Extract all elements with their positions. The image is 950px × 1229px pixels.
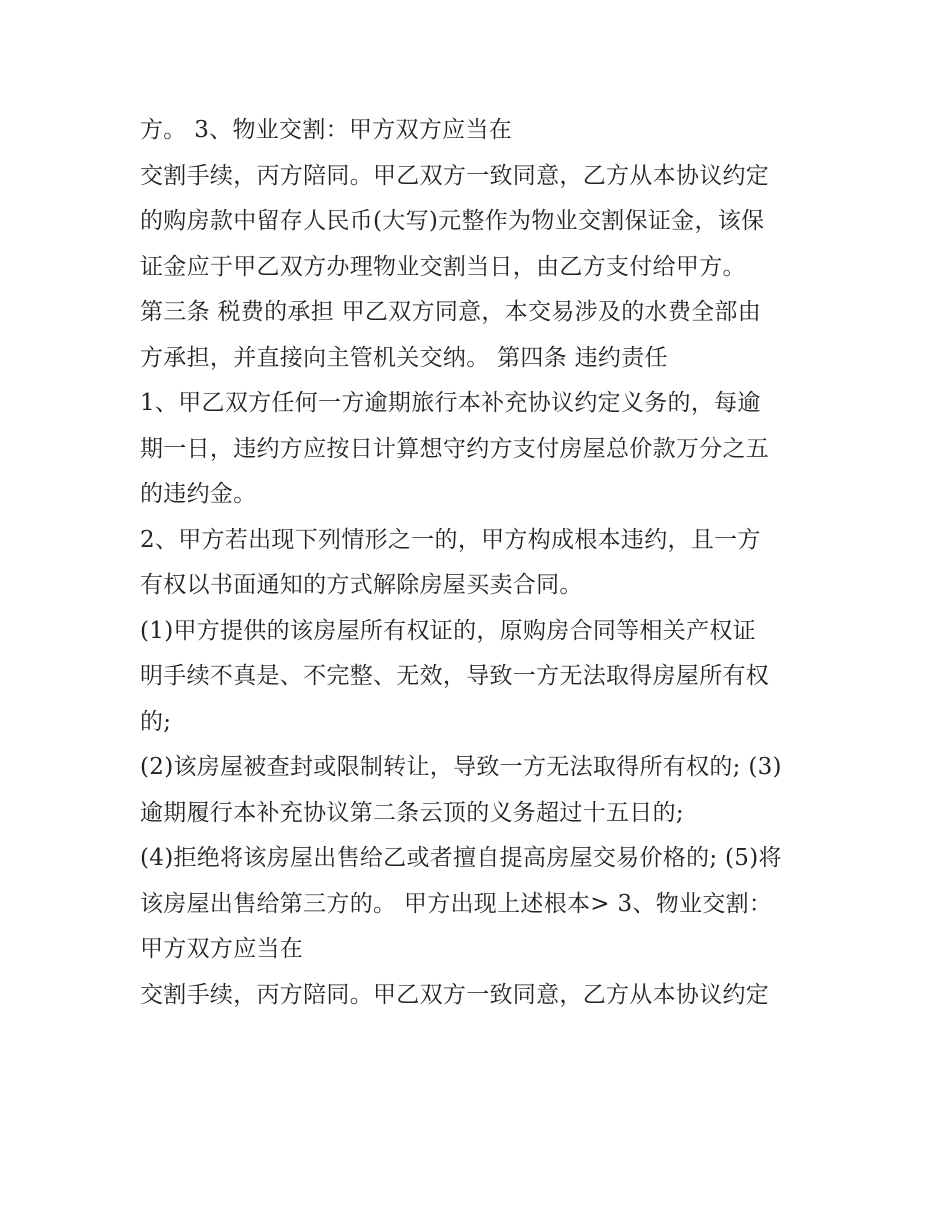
text-line: 逾期履行本补充协议第二条云顶的义务超过十五日的; [140, 799, 684, 826]
text-line: 第三条 税费的承担 甲乙双方同意，本交易涉及的水费全部由 [140, 299, 762, 325]
text-line: 方承担，并直接向主管机关交纳。 第四条 违约责任 [140, 344, 668, 371]
text-line: 的购房款中留存人民币(大写)元整作为物业交割保证金，该保 [140, 208, 765, 234]
text-line: 的违约金。 [140, 481, 257, 507]
text-line: 甲方双方应当在 [140, 936, 304, 962]
text-line: 期一日，违约方应按日计算想守约方支付房屋总价款万分之五 [140, 435, 770, 462]
text-line: (4)拒绝将该房屋出售给乙或者擅自提高房屋交易价格的; (5)将 [140, 845, 782, 871]
text-line: 该房屋出售给第三方的。 甲方出现上述根本> 3、物业交割： [140, 890, 773, 917]
text-line: 1、甲乙双方任何一方逾期旅行本补充协议约定义务的，每逾 [140, 390, 761, 416]
text-line: 的; [140, 708, 172, 735]
document-body [140, 108, 820, 1018]
text-line: (2)该房屋被查封或限制转让，导致一方无法取得所有权的; (3) [140, 754, 782, 780]
text-line: 2、甲方若出现下列情形之一的，甲方构成根本违约，且一方 [140, 526, 761, 553]
text-line: 明手续不真是、不完整、无效，导致一方无法取得房屋所有权 [140, 663, 770, 689]
text-line: 有权以书面通知的方式解除房屋买卖合同。 [140, 572, 583, 598]
text-line: 证金应于甲乙双方办理物业交割当日，由乙方支付给甲方。 [140, 253, 746, 280]
text-line: 交割手续，丙方陪同。甲乙双方一致同意，乙方从本协议约定 [140, 162, 770, 189]
text-line: 交割手续，丙方陪同。甲乙双方一致同意，乙方从本协议约定 [140, 981, 770, 1008]
text-line: (1)甲方提供的该房屋所有权证的，原购房合同等相关产权证 [140, 617, 756, 644]
text-line: 方。 3、物业交割：甲方双方应当在 [140, 117, 513, 143]
